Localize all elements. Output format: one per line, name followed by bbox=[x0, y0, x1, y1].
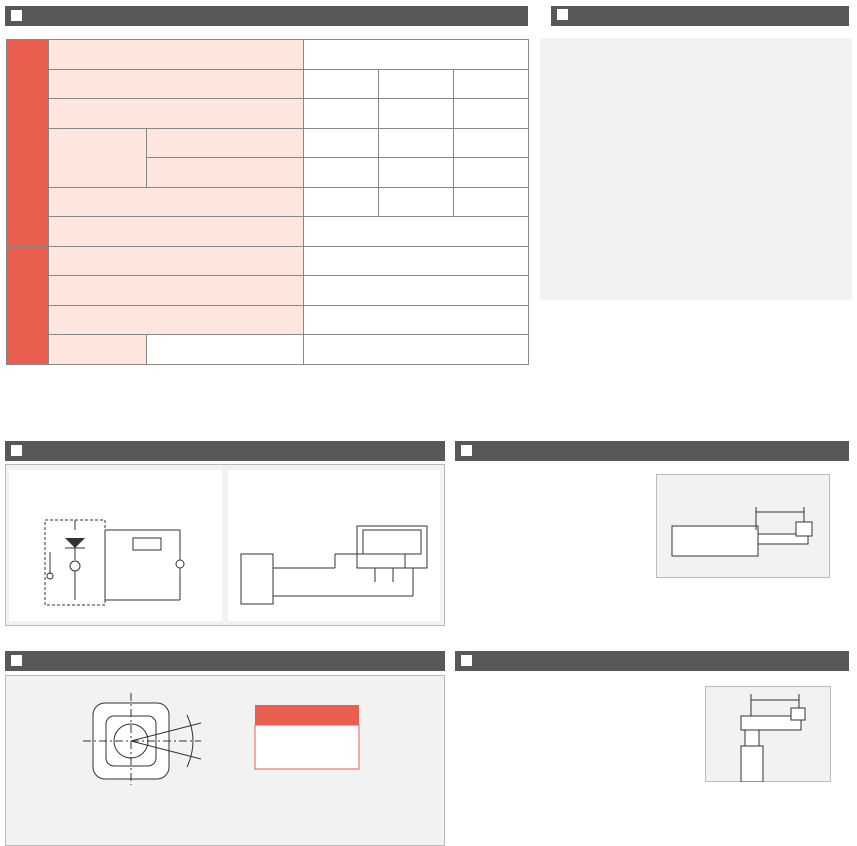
spec-row-coupling bbox=[7, 305, 529, 335]
sensor-box bbox=[241, 554, 273, 604]
spec-row-thrust bbox=[7, 187, 529, 217]
antirot-diagram bbox=[5, 675, 445, 785]
spec-row-home bbox=[7, 335, 529, 365]
plc-labels bbox=[368, 530, 418, 546]
overhang-diagram bbox=[656, 474, 830, 578]
spec-row-lead bbox=[7, 69, 529, 99]
spec-table bbox=[6, 39, 529, 365]
actuator-body bbox=[672, 526, 758, 556]
spec-row-repeat bbox=[7, 40, 529, 70]
vert-load-weight bbox=[791, 708, 805, 720]
vertload-header bbox=[455, 651, 849, 671]
led-icon bbox=[70, 561, 80, 571]
spec-row-horizontal bbox=[7, 128, 529, 158]
antirot-box-title bbox=[255, 707, 359, 716]
spec-row-motor bbox=[7, 246, 529, 276]
deform-chart bbox=[540, 38, 852, 300]
antirot-header bbox=[5, 651, 445, 671]
power-terminal bbox=[176, 560, 184, 568]
antirot-box-body bbox=[255, 725, 359, 769]
load-box bbox=[133, 538, 161, 550]
overhang-header bbox=[455, 441, 849, 461]
spec-row-speed bbox=[7, 99, 529, 129]
sensor-header bbox=[5, 441, 445, 461]
deform-header bbox=[551, 6, 849, 26]
load-weight bbox=[796, 522, 812, 536]
spec-row-stroke bbox=[7, 217, 529, 247]
spec-header bbox=[5, 6, 528, 26]
vertload-diagram bbox=[705, 686, 831, 782]
vert-actuator-body bbox=[741, 746, 763, 782]
spec-category bbox=[7, 40, 49, 247]
parts-category bbox=[7, 246, 49, 364]
vertload-chart bbox=[470, 676, 670, 808]
overhang-chart bbox=[470, 466, 655, 616]
spec-row-screw bbox=[7, 276, 529, 306]
diode-icon bbox=[65, 538, 85, 548]
